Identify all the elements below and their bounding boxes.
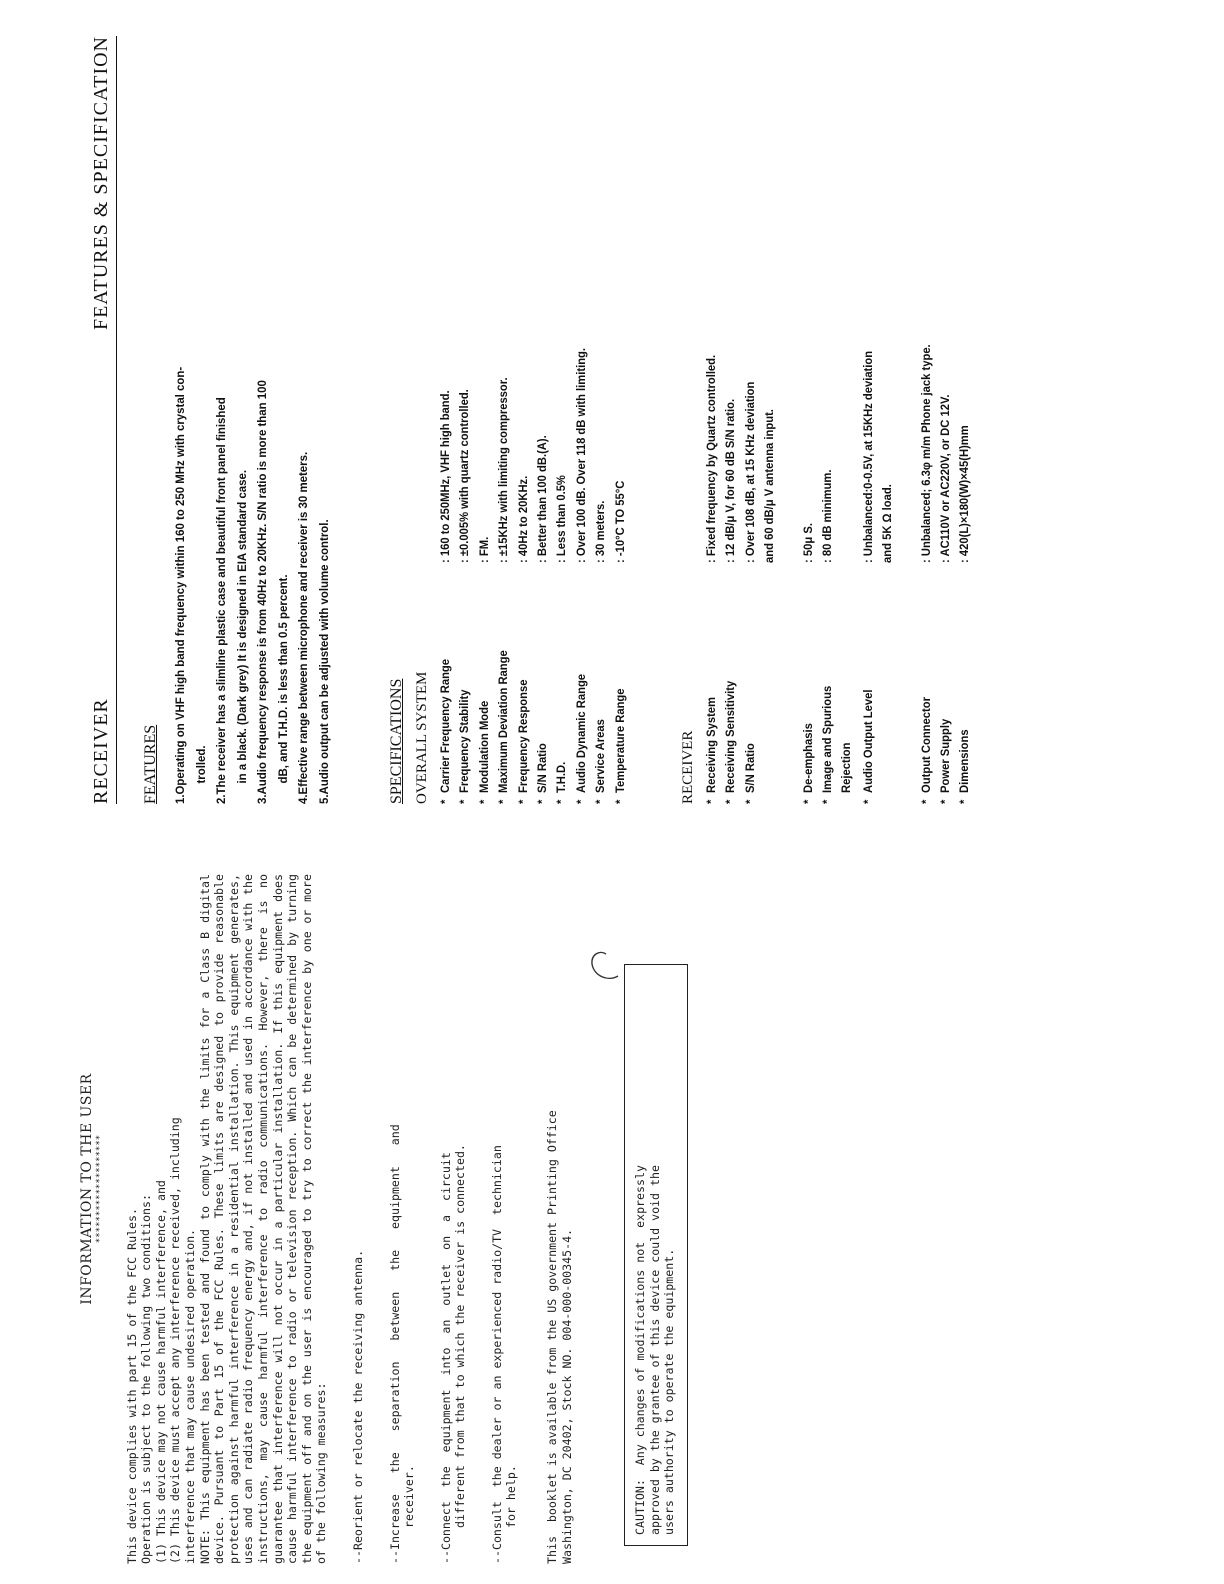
fcc-intro (125, 874, 198, 1564)
spec-label: Frequency Response (515, 679, 530, 793)
feature-text: 2.The receiver has a slimline plastic case and beautiful front panel finished (214, 397, 228, 804)
bullet-asterisk: * (957, 799, 972, 804)
spec-label: Power Supply (938, 718, 952, 793)
spec-value: : Over 100 dB. Over 118 dB with limiting. (573, 347, 588, 563)
spec-label: Image and Spurious (820, 685, 834, 793)
measure-text-continued: different from that to which the receiver is connected. (453, 1144, 468, 1528)
measure-item (351, 874, 366, 1564)
caution-line: users authority to operate the equipment. (662, 1248, 677, 1535)
spec-value: : 80 dB minimum. (820, 469, 834, 563)
fcc-intro-line: This device complies with part 15 of the FCC Rules. (124, 1208, 139, 1564)
bullet-asterisk: * (820, 799, 834, 804)
spec-value: : Over 108 dB, at 15 KHz deviation (742, 381, 757, 563)
measure-text: --Reorient or relocate the receiving antenna. (350, 1249, 365, 1564)
measure-text-continued: receiver. (402, 1465, 417, 1528)
spec-value: and 5K Ω load. (880, 484, 895, 563)
spec-value: : AC110V or AC220V, or DC 12V. (938, 394, 952, 563)
spec-label: Receiving Sensitivity (723, 680, 738, 793)
bullet-asterisk: * (457, 799, 472, 804)
spec-label: Temperature Range (612, 688, 627, 793)
scan-mark (588, 948, 624, 984)
features-heading: FEATURES (142, 724, 159, 804)
fcc-intro-line: (2) This device must accept any interference received, including (168, 1117, 183, 1564)
caution-line: CAUTION: Any changes of modifications not expressly (633, 1165, 648, 1535)
features-specification (0, 24, 1224, 804)
bullet-asterisk: * (593, 799, 608, 804)
spec-label: Receiving System (704, 696, 718, 793)
measure-text: --Increase the separation between the equipment and (387, 1124, 402, 1564)
features-list (170, 83, 334, 804)
spec-label: Maximum Deviation Range (496, 650, 511, 793)
caution-box (624, 964, 688, 1546)
spec-value: : 420(L)×180(W)×45(H)mm (957, 425, 972, 563)
feature-text: 1.Operating on VHF high band frequency within 160 to 250 MHz with crystal con- (173, 366, 187, 804)
feature-text-continued: trolled. (193, 745, 208, 784)
spec-label: Audio Dynamic Range (573, 673, 588, 793)
feature-item (314, 83, 335, 804)
bullet-asterisk: * (860, 799, 875, 804)
measure-item (439, 874, 468, 1564)
spec-label: S/N Ratio (535, 743, 549, 793)
spec-value: : -10°C TO 55°C (612, 480, 627, 563)
spec-value: : Fixed frequency by Quartz controlled. (704, 354, 718, 563)
spec-label: Dimensions (957, 729, 972, 793)
feature-item (293, 83, 314, 804)
feature-text-continued: in a black. (Dark grey) It is designed in EIA standard case. (234, 469, 249, 784)
bullet-asterisk: * (535, 799, 549, 804)
fcc-title-underline: ******************** (94, 1134, 105, 1244)
spec-value: : 50μ S. (800, 523, 815, 563)
bullet-asterisk: * (800, 799, 815, 804)
measure-item (388, 874, 417, 1564)
measure-text-continued: for help. (504, 1465, 519, 1528)
spec-label: T.H.D. (554, 761, 569, 793)
spec-value: : 30 meters. (593, 500, 608, 563)
spec-value: and 60 dB/μ V antenna input. (762, 409, 777, 563)
spec-value: : ±15KHz with limiting compressor. (496, 377, 511, 563)
measure-text: --Consult the dealer or an experienced radio/TV technician (489, 1145, 504, 1564)
booklet-line: Washington, DC 20402, Stock NO. 004-000-00345-4. (559, 1228, 574, 1564)
bullet-asterisk: * (723, 799, 738, 804)
bullet-asterisk: * (438, 799, 452, 804)
spec-label: De-emphasis (800, 723, 815, 793)
feature-text: 4.Effective range between microphone and receiver is 30 meters. (296, 451, 310, 804)
feature-text-continued: dB, and T.H.D. is less than 0.5 percent. (275, 574, 290, 784)
spec-label: Carrier Frequency Range (438, 658, 452, 793)
spec-label: Frequency Stability (457, 689, 472, 793)
spec-value: : Unbalanced; 6.3φ m/m Phone jack type. (918, 344, 933, 563)
bullet-asterisk: * (742, 799, 757, 804)
bullet-asterisk: * (918, 799, 933, 804)
header-receiver: RECEIVER (90, 698, 112, 804)
feature-item (170, 83, 211, 804)
fcc-intro-line: (1) This device may not cause harmful interference, and (153, 1180, 168, 1564)
booklet-info (545, 874, 574, 1564)
spec-label: Modulation Mode (476, 700, 491, 793)
bullet-asterisk: * (612, 799, 627, 804)
spec-value: : ±0.005% with quartz controlled. (457, 389, 472, 563)
bullet-asterisk: * (496, 799, 511, 804)
spec-value: : 160 to 250MHz, VHF high band. (438, 390, 452, 563)
bullet-asterisk: * (573, 799, 588, 804)
spec-value: : 40Hz to 20KHz. (515, 475, 530, 563)
feature-item (211, 83, 252, 804)
fcc-intro-line: Operation is subject to the following two conditions: (139, 1194, 154, 1564)
feature-text: 3.Audio frequency response is from 40Hz to 20KHz. S/N ratio is more than 100 (255, 380, 269, 804)
measure-text: --Connect the equipment into an outlet on a circuit (438, 1152, 453, 1564)
feature-item (252, 83, 293, 804)
caution-line: approved by the grantee of this device could void the (647, 1165, 662, 1535)
spec-value: : 12 dB/μ V, for 60 dB S/N ratio. (723, 398, 738, 563)
fcc-intro-line: interference that may cause undesired operation. (182, 1228, 197, 1564)
spec-label: Output Connector (918, 697, 933, 793)
spec-label: Service Areas (593, 719, 608, 793)
spec-label: S/N Ratio (742, 743, 757, 793)
specifications-heading: SPECIFICATIONS (388, 678, 405, 804)
receiver-heading: RECEIVER (680, 730, 696, 804)
header-features-specification: FEATURES & SPECIFICATION (90, 36, 112, 331)
page-header (86, 36, 117, 804)
measure-item (490, 874, 519, 1564)
feature-text: 5.Audio output can be adjusted with volume control. (316, 519, 331, 804)
fcc-title: INFORMATION TO THE USER (79, 1073, 95, 1305)
spec-value: : Unbalanced:0-0.5V, at 15KHz deviation (860, 350, 875, 563)
bullet-asterisk: * (704, 799, 718, 804)
bullet-asterisk: * (476, 799, 491, 804)
bullet-asterisk: * (515, 799, 530, 804)
bullet-asterisk: * (938, 799, 952, 804)
bullet-asterisk: * (554, 799, 569, 804)
spec-label: Rejection (839, 742, 854, 793)
overall-system-heading: OVERALL SYSTEM (414, 671, 430, 804)
spec-value: : Less than 0.5% (554, 475, 569, 563)
spec-value: : Better than 100 dB.(A). (535, 435, 549, 563)
booklet-line: This booklet is available from the US government Printing Office (545, 1110, 560, 1564)
spec-value: : FM. (476, 536, 491, 563)
spec-label: Audio Output Level (860, 689, 875, 793)
fcc-note: NOTE: This equipment has been tested and found to comply with the limits for a Class B digital device. Pursuant to Part 15 of the FCC Rules. These limits are designed to provide reasonable protection against harmful interference in a residential installation. This equipment generates, uses and can radiate radio frequency energy and, if not installed and used in accordance with the instructions, may cause harmful interference to radio communications. However, there is no guarantee that interference will not occur in a particular installation. If this equipment does cause harmful interference to radio or television reception. Which can be determined by turning the equipment off and on the user is encouraged to try to correct the interference by one or more of the following measures: (197, 874, 329, 1564)
